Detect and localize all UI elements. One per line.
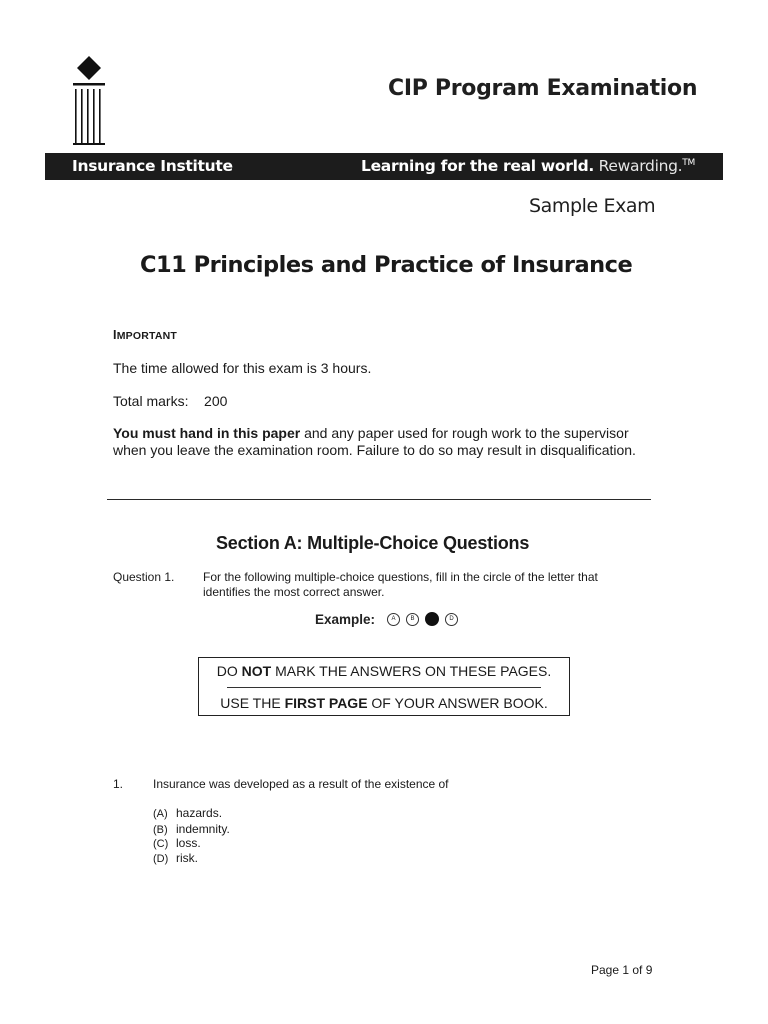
example-bubble-a: A <box>387 613 400 626</box>
notice-line-2-post: OF YOUR ANSWER BOOK. <box>367 695 548 711</box>
banner-tagline <box>361 157 695 175</box>
section-title: Section A: Multiple-Choice Questions <box>216 533 530 553</box>
example-bubble-d: D <box>445 613 458 626</box>
important-heading-initial: I <box>113 328 117 342</box>
notice-line-1-post: MARK THE ANSWERS ON THESE PAGES. <box>271 663 552 679</box>
option-letter: (A) <box>153 808 168 820</box>
option-text: risk. <box>176 851 198 865</box>
important-heading-rest: MPORTANT <box>116 330 178 342</box>
option-text: hazards. <box>176 806 223 820</box>
tagline-bold: Learning for the real world. <box>361 157 594 175</box>
hand-in-instructions <box>113 425 653 459</box>
exam-program-title: CIP Program Examination <box>388 76 698 101</box>
total-marks <box>113 393 227 409</box>
question-1-option-d <box>153 851 198 865</box>
important-heading <box>113 328 177 342</box>
question-1-number: 1. <box>113 777 124 791</box>
time-allowed-text: The time allowed for this exam is 3 hours. <box>113 360 372 376</box>
total-marks-value: 200 <box>204 393 228 409</box>
tagline-light: Rewarding. <box>598 157 683 175</box>
institute-banner <box>45 153 723 180</box>
answer-example <box>315 611 464 627</box>
notice-line-2 <box>199 695 569 711</box>
notice-line-2-pre: USE THE <box>220 695 285 711</box>
question-1-option-c <box>153 836 201 850</box>
answer-notice-box <box>198 657 570 716</box>
option-text: loss. <box>176 836 201 850</box>
example-bubble-filled <box>425 612 439 626</box>
page-number: Page 1 of 9 <box>591 963 653 977</box>
notice-line-1 <box>199 663 569 679</box>
option-text: indemnity. <box>176 822 230 836</box>
option-letter: (D) <box>153 853 169 865</box>
example-label: Example: <box>315 611 376 627</box>
hand-in-bold: You must hand in this paper <box>113 425 301 441</box>
course-title: C11 Principles and Practice of Insurance <box>140 252 633 278</box>
question-instructions: For the following multiple-choice questions, fill in the circle of the letter that identifies the most correct answer. <box>203 570 598 599</box>
question-1-option-a <box>153 806 222 820</box>
total-marks-label: Total marks: <box>113 393 189 409</box>
notice-line-1-bold: NOT <box>241 663 272 679</box>
insurance-institute-logo <box>66 56 112 146</box>
question-1-text: Insurance was developed as a result of the existence of <box>153 777 449 791</box>
question-label: Question 1. <box>113 570 175 584</box>
trademark-mark: TM <box>682 157 695 168</box>
notice-line-2-bold: FIRST PAGE <box>284 695 368 711</box>
option-letter: (B) <box>153 824 168 836</box>
section-divider <box>107 499 651 500</box>
notice-line-1-pre: DO <box>216 663 242 679</box>
notice-rule <box>227 687 541 688</box>
banner-institute-name: Insurance Institute <box>72 157 233 175</box>
question-1-option-b <box>153 822 230 836</box>
option-letter: (C) <box>153 838 169 850</box>
example-bubble-b: B <box>406 613 419 626</box>
hand-in-rest: and any paper used for rough work to the supervisor when you leave the examination room. Failure to do so may result in disqualification. <box>113 425 636 458</box>
sample-exam-label: Sample Exam <box>529 195 656 217</box>
